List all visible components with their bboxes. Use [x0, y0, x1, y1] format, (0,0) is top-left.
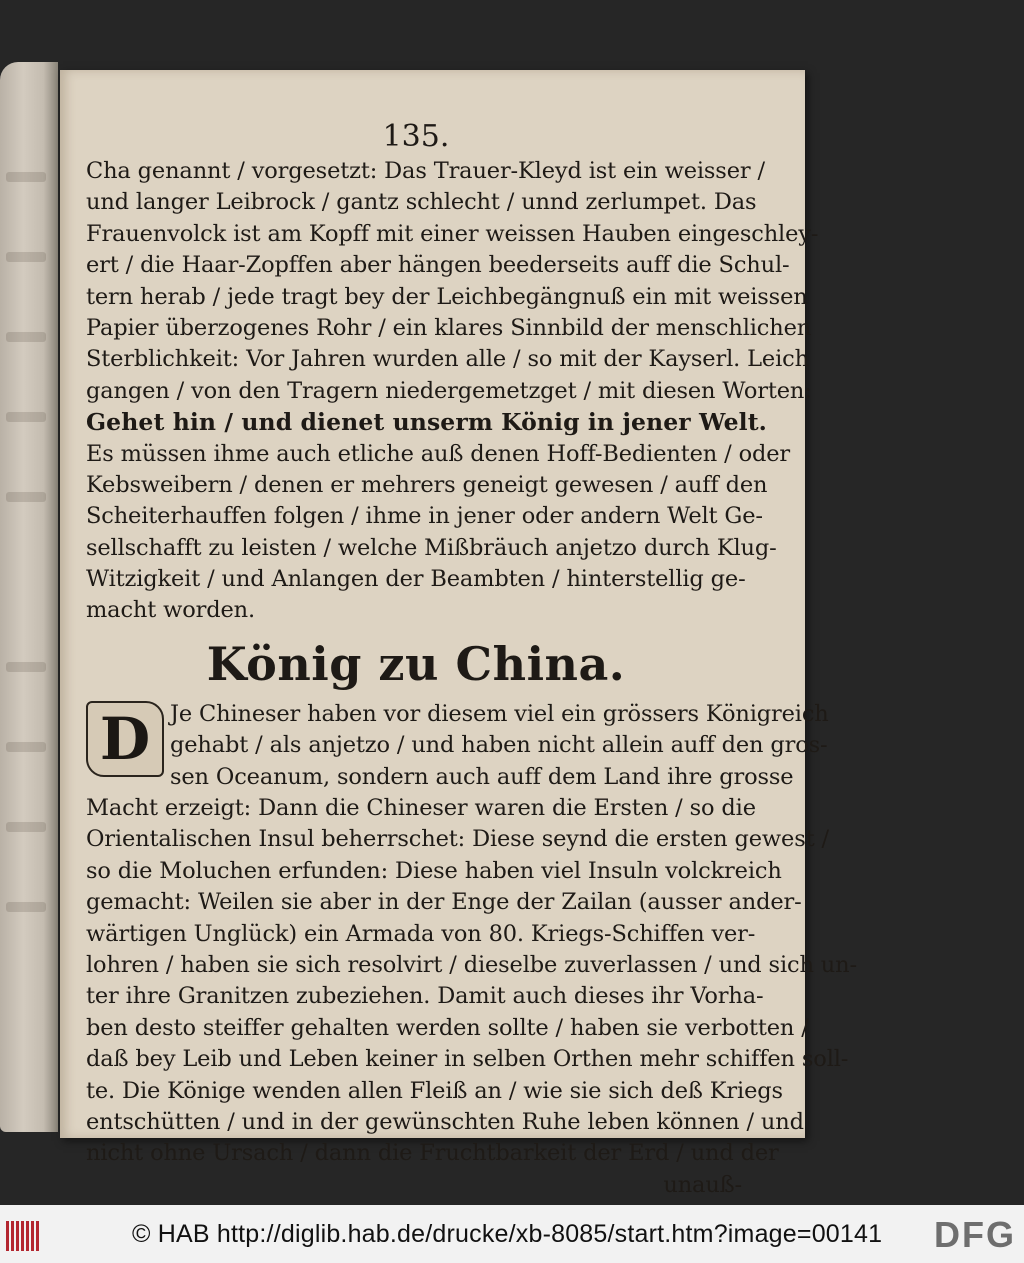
page-number: 135.: [382, 119, 450, 154]
text-line: lohren / haben sie sich resolvirt / dieselbe zuverlassen / und sich un-: [86, 951, 857, 978]
book-page: [60, 70, 857, 1198]
footer-bar: [0, 1205, 1024, 1263]
text-line: Es müssen ihme auch etliche auß denen Hoff-Bedienten / oder: [86, 440, 790, 467]
text-line: daß bey Leib und Leben keiner in selben Orthen mehr schiffen soll-: [86, 1046, 849, 1073]
text-line: nicht ohne Ursach / dann die Fruchtbarkeit der Erd / und der: [86, 1140, 779, 1167]
text-line: wärtigen Unglück) ein Armada von 80. Kriegs-Schiffen ver-: [86, 920, 756, 947]
dfg-logo: DFG: [934, 1214, 1016, 1255]
footer-credit: © HAB http://diglib.hab.de/drucke/xb-8085/start.htm?image=00141: [132, 1220, 883, 1248]
text-line: Orientalischen Insul beherrschet: Diese seynd die ersten gewest /: [86, 826, 829, 853]
text-line: macht worden.: [86, 597, 256, 624]
paragraph-1: [86, 156, 819, 627]
text-line: so die Moluchen erfunden: Diese haben viel Insuln volckreich: [86, 857, 782, 884]
text-line: ben desto steiffer gehalten werden sollte / haben sie verbotten /: [86, 1014, 809, 1041]
text-line: sen Oceanum, sondern auch auff dem Land ihre grosse: [170, 763, 794, 790]
text-line: te. Die Könige wenden allen Fleiß an / wie sie sich deß Kriegs: [86, 1077, 783, 1104]
previous-page-edge: [0, 62, 58, 1132]
text-line: tern herab / jede tragt bey der Leichbegängnuß ein mit weissen: [86, 283, 808, 310]
text-line: Kebsweibern / denen er mehrers geneigt gewesen / auff den: [86, 471, 768, 498]
text-line: Je Chineser haben vor diesem viel ein grössers Königreich: [170, 700, 829, 727]
decorated-initial: [86, 701, 164, 777]
text-line: und langer Leibrock / gantz schlecht / unnd zerlumpet. Das: [86, 189, 757, 216]
text-line: entschütten / und in der gewünschten Ruhe leben können / und: [86, 1108, 804, 1135]
text-line: gemacht: Weilen sie aber in der Enge der Zailan (ausser ander-: [86, 889, 802, 916]
text-line: gehabt / als anjetzo / und haben nicht allein auff den gros-: [170, 732, 828, 759]
text-line: Cha genannt / vorgesetzt: Das Trauer-Kleyd ist ein weisser /: [86, 158, 765, 184]
page-text: [86, 119, 857, 1201]
catchword: unauß-: [663, 1171, 742, 1198]
text-line: Sterblichkeit: Vor Jahren wurden alle / so mit der Kayserl. Leich: [86, 346, 809, 373]
text-line: Frauenvolck ist am Kopff mit einer weissen Hauben eingeschley-: [86, 220, 819, 247]
text-line: Papier überzogenes Rohr / ein klares Sinnbild der menschlichen: [86, 314, 812, 341]
text-line: sellschafft zu leisten / welche Mißbräuch anjetzo durch Klug-: [86, 534, 777, 561]
initial-lines: [86, 699, 829, 793]
paragraph-2-lines: [86, 793, 857, 1170]
text-line: Macht erzeigt: Dann die Chineser waren die Ersten / so die: [86, 795, 756, 822]
text-line: Witzigkeit / und Anlangen der Beambten / hinterstellig ge-: [86, 566, 746, 593]
text-line: Scheiterhauffen folgen / ihme in jener oder andern Welt Ge-: [86, 503, 763, 530]
text-line: ter ihre Granitzen zubeziehen. Damit auch dieses ihr Vorha-: [86, 983, 764, 1010]
text-line: ert / die Haar-Zopffen aber hängen beederseits auff die Schul-: [86, 252, 790, 279]
hab-logo-icon: [6, 1221, 46, 1251]
text-line: gangen / von den Tragern niedergemetzget / mit diesen Worten:: [86, 377, 812, 404]
text-line: Gehet hin / und dienet unserm König in jener Welt.: [86, 408, 767, 437]
initial-letter: D: [99, 704, 151, 773]
paragraph-2: [86, 699, 857, 1170]
section-heading: König zu China.: [206, 636, 626, 691]
